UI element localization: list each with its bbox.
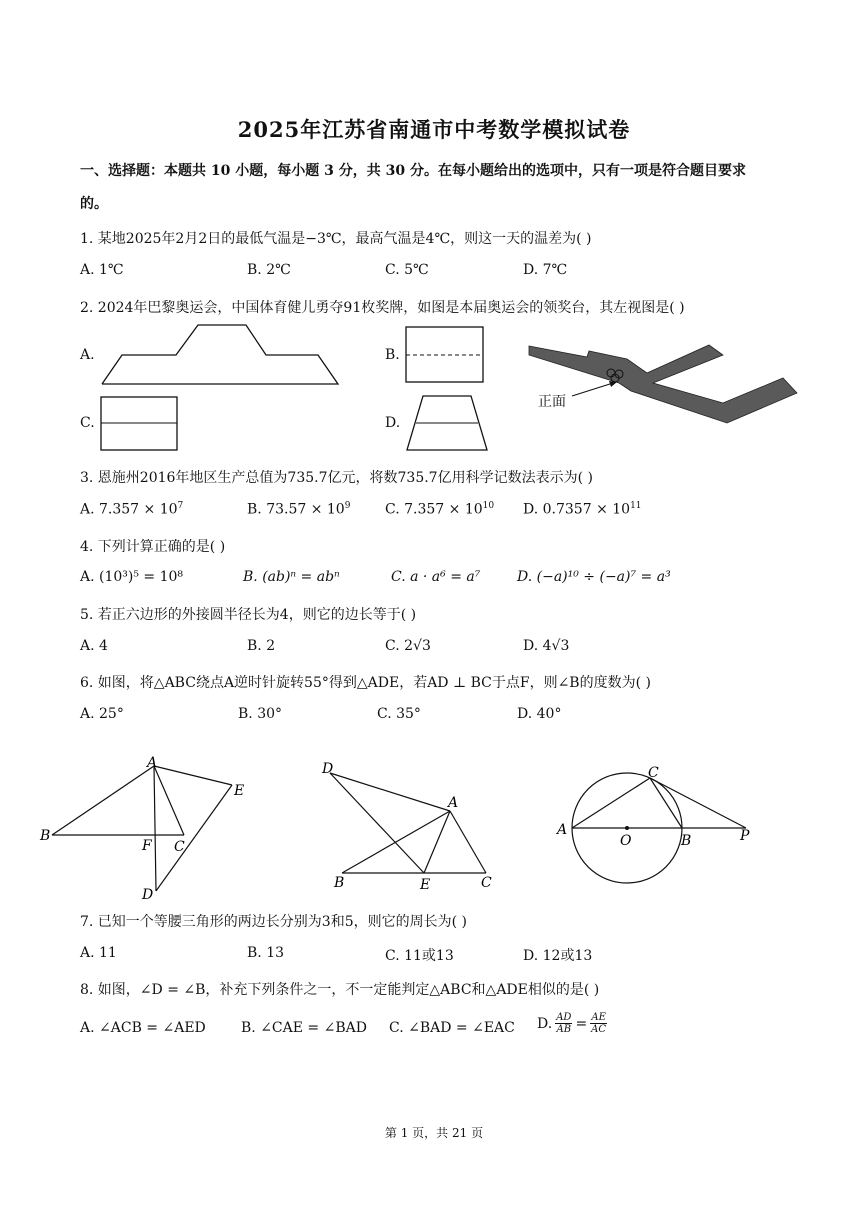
q5-option-b: B. 2	[247, 638, 276, 654]
q2-option-d: D.	[385, 415, 401, 431]
q8-fraction-ad-ab: $\frac{AD}{AB}$	[556, 1012, 572, 1035]
q4-option-c: C. a · a⁶ = a⁷	[391, 569, 481, 585]
q2-figure-a	[100, 322, 340, 386]
question-8-stem: 8. 如图，∠D = ∠B，补充下列条件之一，不一定能判定△ABC和△ADE相似的是( )	[80, 982, 600, 998]
q8-option-d-label: D.	[537, 1015, 553, 1032]
fig1-label-e: E	[234, 783, 245, 799]
circle-tangent-figure	[552, 762, 762, 890]
fig3-label-p: P	[740, 828, 750, 844]
q8-option-c: C. ∠BAD = ∠EAC	[389, 1020, 515, 1036]
q6-option-b: B. 30°	[238, 706, 283, 722]
q3-option-a: A. $7.357 \times 10^7$	[80, 501, 184, 518]
question-4-stem: 4. 下列计算正确的是( )	[80, 539, 226, 555]
q2-front-label: 正面	[538, 394, 566, 410]
q2-figure-b	[405, 326, 485, 384]
page-title: 2025年江苏省南通市中考数学模拟试卷	[237, 117, 631, 142]
q2-podium-figure	[527, 343, 799, 425]
q6-option-d: D. 40°	[517, 706, 562, 722]
fig1-label-f: F	[142, 838, 152, 854]
q6-option-a: A. 25°	[80, 706, 124, 722]
question-1-stem: 1. 某地2025年2月2日的最低气温是−3℃，最高气温是4℃，则这一天的温差为( )	[80, 231, 592, 247]
q3-option-b: B. $73.57 \times 10^9$	[247, 501, 351, 518]
question-3-stem: 3. 恩施州2016年地区生产总值为735.7亿元，将数735.7亿用科学记数法表示为( )	[80, 470, 593, 486]
fig1-label-c: C	[174, 839, 185, 855]
fig1-label-a: A	[147, 755, 158, 771]
question-6-stem: 6. 如图，将△ABC绕点A逆时针旋转55°得到△ADE，若AD ⊥ BC于点F，则∠B的度数为( )	[80, 675, 651, 691]
q8-option-a: A. ∠ACB = ∠AED	[80, 1020, 206, 1036]
fig2-label-a: A	[448, 795, 459, 811]
q3-option-c: C. $7.357 \times 10^{10}$	[385, 501, 495, 518]
q5-option-a: A. 4	[80, 638, 108, 654]
fig3-label-a: A	[557, 822, 568, 838]
fig1-label-b: B	[40, 828, 51, 844]
fig2-label-e: E	[420, 877, 431, 893]
q2-figure-c	[100, 396, 180, 452]
q5-option-d: D. 4√3	[523, 638, 570, 654]
q8-equals: =	[575, 1015, 588, 1032]
q6-rotation-figure	[36, 755, 256, 903]
q1-option-a: A. 1℃	[80, 262, 124, 278]
q4-option-b: B. (ab)ⁿ = abⁿ	[243, 569, 340, 585]
q8-similar-figure	[316, 757, 506, 893]
q2-option-b: B.	[385, 347, 400, 363]
fig2-label-b: B	[334, 875, 345, 891]
fig2-label-d: D	[322, 761, 334, 777]
q4-option-a: A. (10³)⁵ = 10⁸	[80, 569, 184, 585]
q6-option-c: C. 35°	[377, 706, 421, 722]
q3-option-d: D. $0.7357 \times 10^{11}$	[523, 501, 642, 518]
q2-option-c: C.	[80, 415, 95, 431]
q5-option-c: C. 2√3	[385, 638, 431, 654]
question-5-stem: 5. 若正六边形的外接圆半径长为4，则它的边长等于( )	[80, 607, 417, 623]
fig3-label-o: O	[620, 833, 632, 849]
fig3-label-b: B	[681, 833, 692, 849]
q2-figure-d	[405, 394, 489, 452]
q1-option-c: C. 5℃	[385, 262, 429, 278]
q8-option-b: B. ∠CAE = ∠BAD	[241, 1020, 367, 1036]
q7-option-b: B. 13	[247, 945, 285, 961]
q7-option-a: A. 11	[80, 945, 117, 961]
page-footer: 第 1 页，共 21 页	[384, 1126, 484, 1140]
fig1-label-d: D	[142, 887, 154, 903]
q2-option-a: A.	[80, 347, 95, 363]
q7-option-d: D. 12或13	[523, 948, 593, 964]
q4-option-d: D. (−a)¹⁰ ÷ (−a)⁷ = a³	[517, 569, 671, 585]
fig2-label-c: C	[481, 875, 492, 891]
q8-fraction-ae-ac: $\frac{AE}{AC}$	[591, 1012, 607, 1035]
q8-option-d	[537, 1012, 607, 1035]
section-header-line1: 一、选择题：本题共 10 小题，每小题 3 分，共 30 分。在每小题给出的选项中，只有一项是符合题目要求	[80, 163, 746, 179]
q1-option-d: D. 7℃	[523, 262, 568, 278]
section-header-line2: 的。	[80, 196, 108, 212]
fig3-label-c: C	[648, 765, 659, 781]
q1-option-b: B. 2℃	[247, 262, 291, 278]
question-7-stem: 7. 已知一个等腰三角形的两边长分别为3和5，则它的周长为( )	[80, 914, 467, 930]
q7-option-c: C. 11或13	[385, 948, 454, 964]
question-2-stem: 2. 2024年巴黎奥运会，中国体育健儿勇夺91枚奖牌，如图是本届奥运会的领奖台，其左视图是( )	[80, 300, 685, 316]
